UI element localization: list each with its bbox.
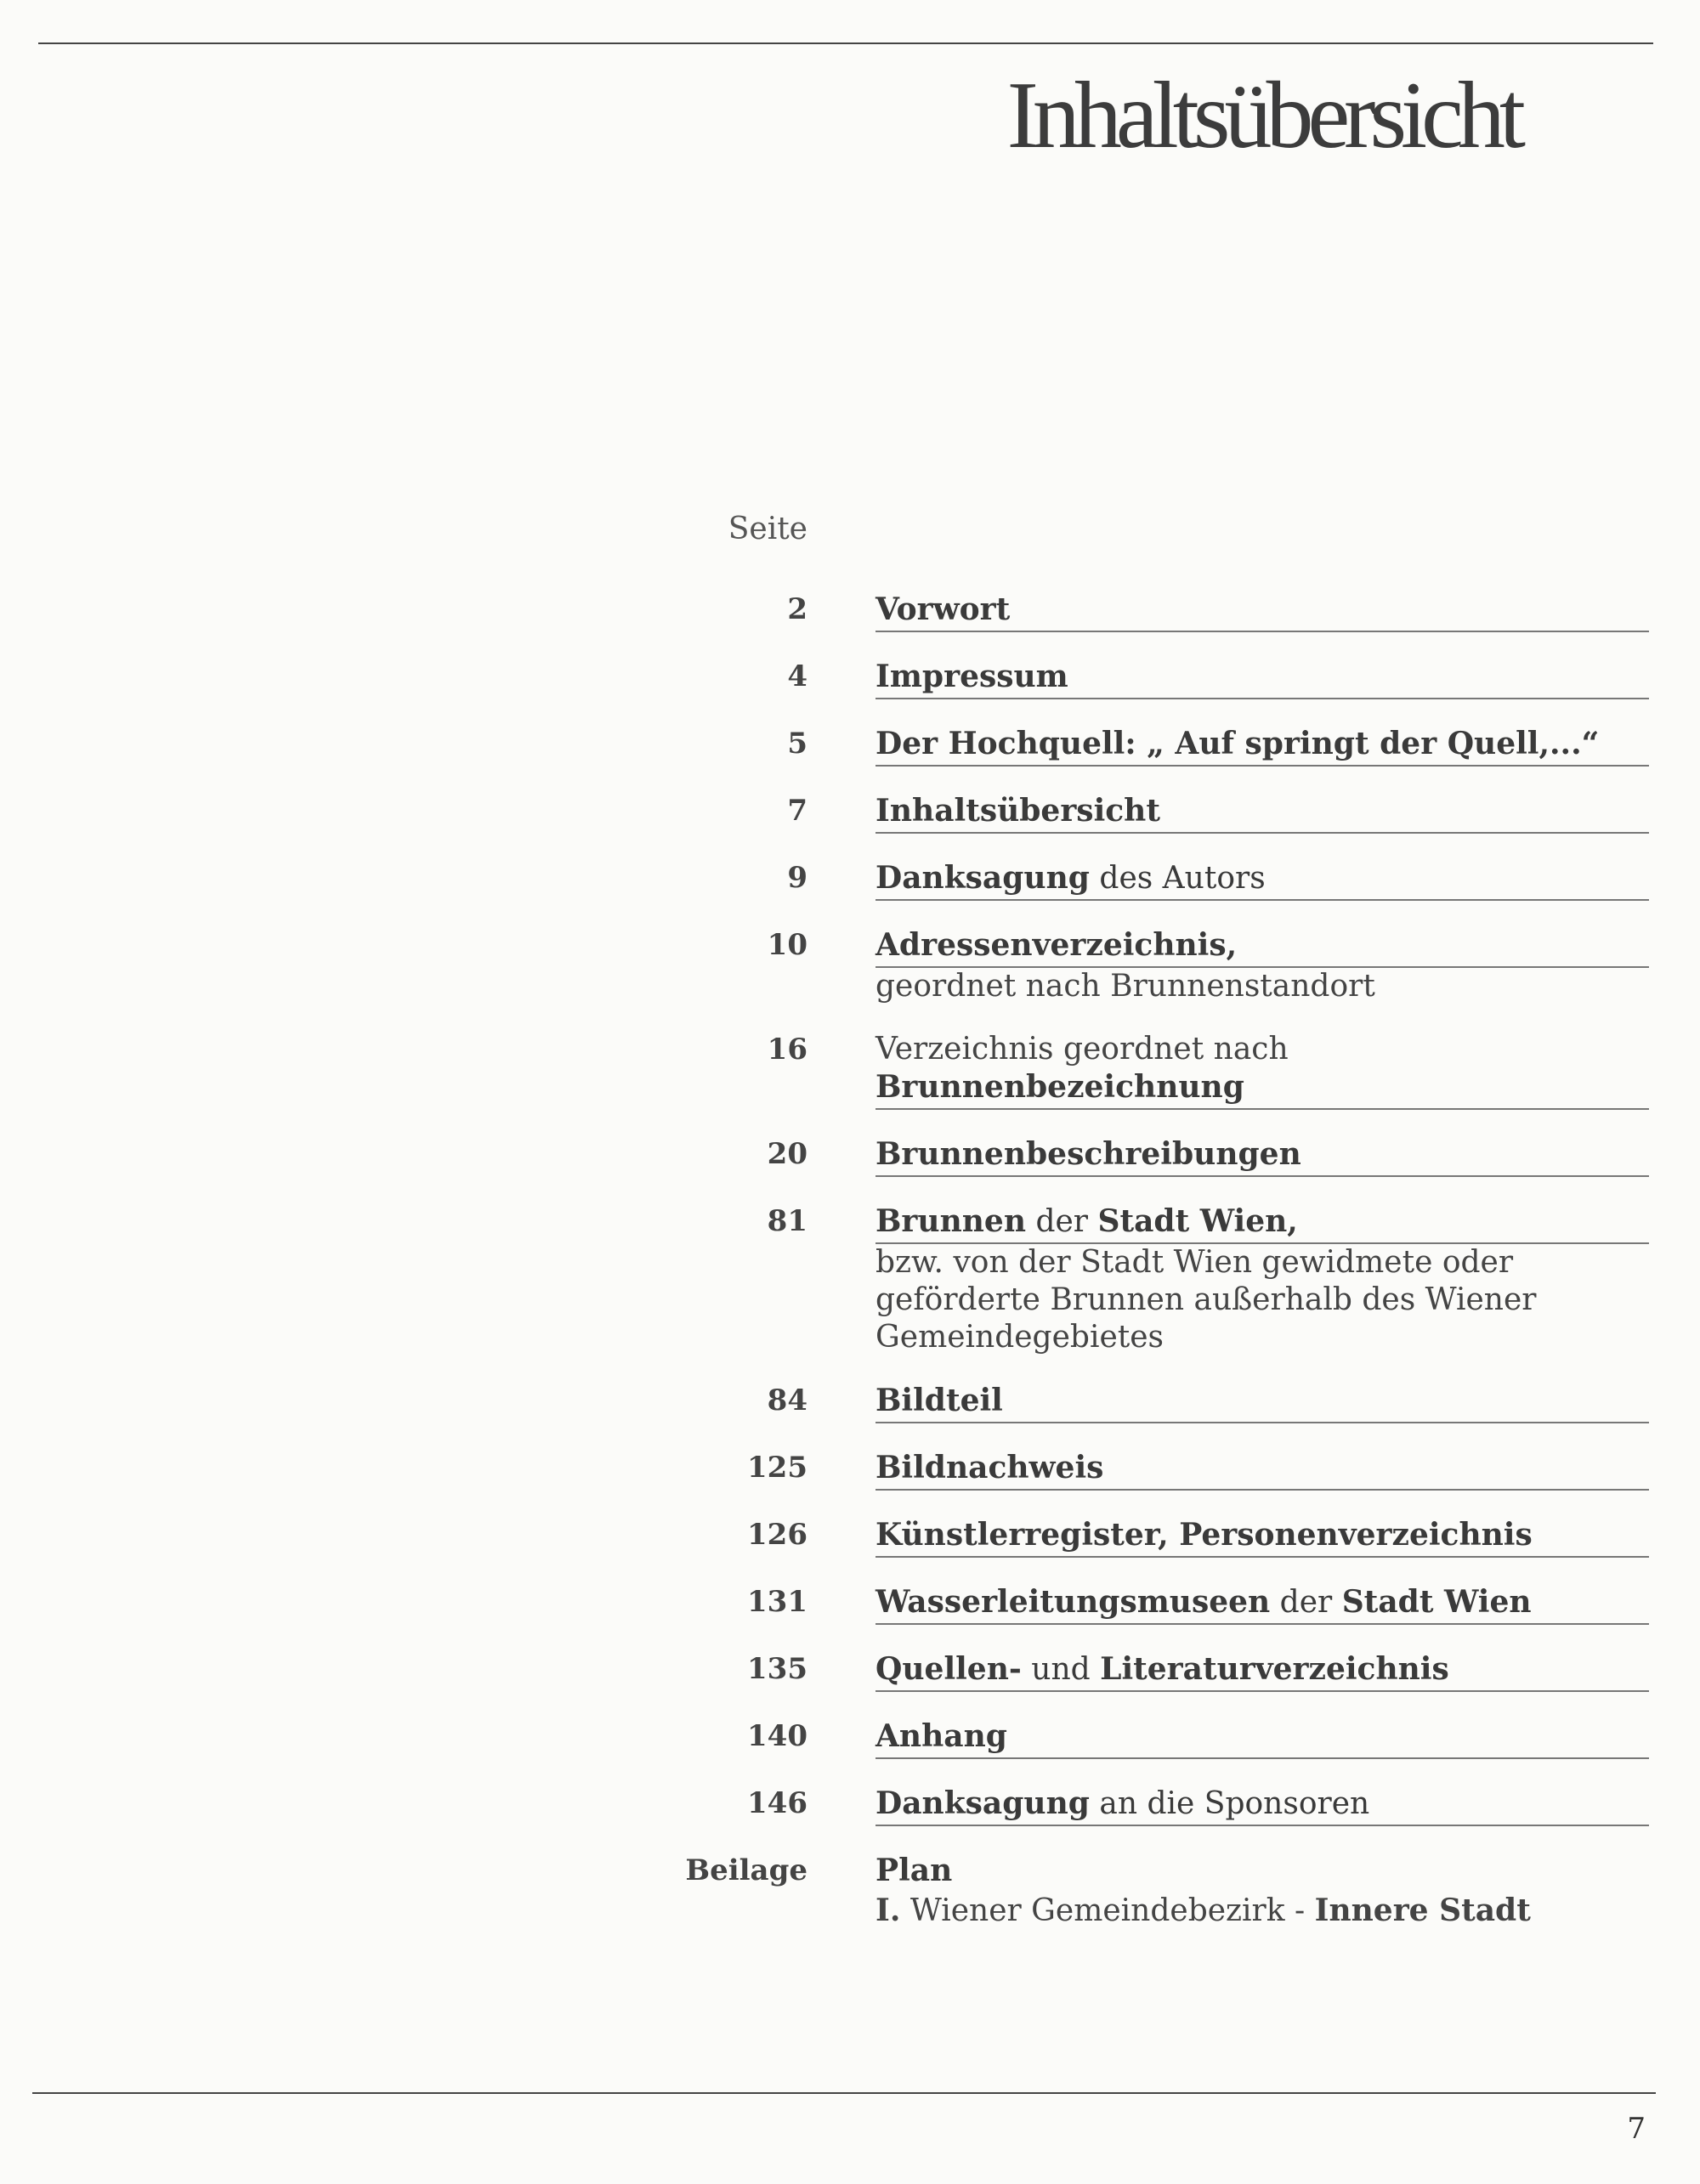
toc-page-number: 7: [787, 794, 808, 828]
toc-page-number: Beilage: [685, 1853, 808, 1887]
toc-subtitle: I. Wiener Gemeindebezirk - Innere Stadt: [876, 1893, 1531, 1928]
column-header-seite: Seite: [728, 512, 808, 546]
page-number: 7: [1627, 2112, 1646, 2146]
toc-entry[interactable]: [595, 1583, 1649, 1625]
toc-page-number: 2: [787, 592, 808, 626]
toc-page-number: 4: [787, 659, 808, 693]
toc-entry[interactable]: [595, 1785, 1649, 1826]
toc-title: Danksagung an die Sponsoren: [876, 1785, 1649, 1826]
toc-title: Anhang: [876, 1717, 1649, 1759]
toc-page-number: 135: [747, 1652, 808, 1686]
toc-title: Vorwort: [876, 591, 1649, 632]
toc-page-number: 81: [767, 1204, 808, 1238]
page-title: Inhaltsübersicht: [1006, 63, 1520, 168]
toc-entry[interactable]: [595, 1031, 1649, 1110]
toc-page-number: 146: [747, 1786, 808, 1820]
toc-entry[interactable]: [595, 792, 1649, 834]
toc-entry[interactable]: [595, 1449, 1649, 1491]
toc-title: Adressenverzeichnis,: [876, 926, 1649, 968]
toc-entry[interactable]: [595, 1717, 1649, 1759]
toc-subtitle: bzw. von der Stadt Wien gewidmete oder: [876, 1245, 1514, 1280]
toc-page-number: 84: [767, 1383, 808, 1417]
toc-title: Der Hochquell: „ Auf springt der Quell,...“: [876, 725, 1649, 767]
toc-subtitle: Verzeichnis geordnet nach: [876, 1032, 1289, 1067]
toc-title: Inhaltsübersicht: [876, 792, 1649, 834]
toc-title: Bildnachweis: [876, 1449, 1649, 1491]
toc-subtitle: geordnet nach Brunnenstandort: [876, 969, 1375, 1004]
toc-page-number: 16: [767, 1033, 808, 1067]
toc-entry[interactable]: [595, 1382, 1649, 1423]
toc-entry[interactable]: [595, 926, 1649, 1005]
toc-title: Brunnenbeschreibungen: [876, 1135, 1649, 1177]
top-rule: [38, 42, 1653, 44]
toc-entry[interactable]: [595, 1135, 1649, 1177]
toc-page-number: 9: [787, 861, 808, 895]
table-of-contents: [595, 591, 1649, 1955]
bottom-rule: [32, 2092, 1656, 2094]
toc-entry[interactable]: [595, 658, 1649, 699]
toc-page-number: 131: [747, 1585, 808, 1619]
toc-title: Brunnen der Stadt Wien,: [876, 1202, 1649, 1244]
toc-page-number: 10: [767, 928, 808, 962]
toc-title: Brunnenbezeichnung: [876, 1068, 1649, 1110]
toc-entry[interactable]: [595, 1852, 1649, 1930]
toc-page-number: 126: [747, 1518, 808, 1552]
toc-entry[interactable]: [595, 1650, 1649, 1692]
toc-page-number: 20: [767, 1137, 808, 1171]
toc-title: Impressum: [876, 658, 1649, 699]
toc-entry[interactable]: [595, 591, 1649, 632]
toc-title: Quellen- und Literaturverzeichnis: [876, 1650, 1649, 1692]
toc-subtitle: geförderte Brunnen außerhalb des Wiener: [876, 1282, 1537, 1317]
toc-title: Künstlerregister, Personenverzeichnis: [876, 1516, 1649, 1558]
toc-title: Wasserleitungsmuseen der Stadt Wien: [876, 1583, 1649, 1625]
toc-page-number: 5: [787, 727, 808, 761]
toc-title: Danksagung des Autors: [876, 859, 1649, 901]
toc-page-number: 140: [747, 1719, 808, 1753]
toc-title: Bildteil: [876, 1382, 1649, 1423]
toc-entry[interactable]: [595, 1516, 1649, 1558]
toc-page-number: 125: [747, 1451, 808, 1485]
toc-entry[interactable]: [595, 859, 1649, 901]
toc-entry[interactable]: [595, 725, 1649, 767]
toc-title: Plan: [876, 1853, 953, 1888]
toc-subtitle: Gemeindegebietes: [876, 1320, 1164, 1355]
toc-entry[interactable]: [595, 1202, 1649, 1356]
